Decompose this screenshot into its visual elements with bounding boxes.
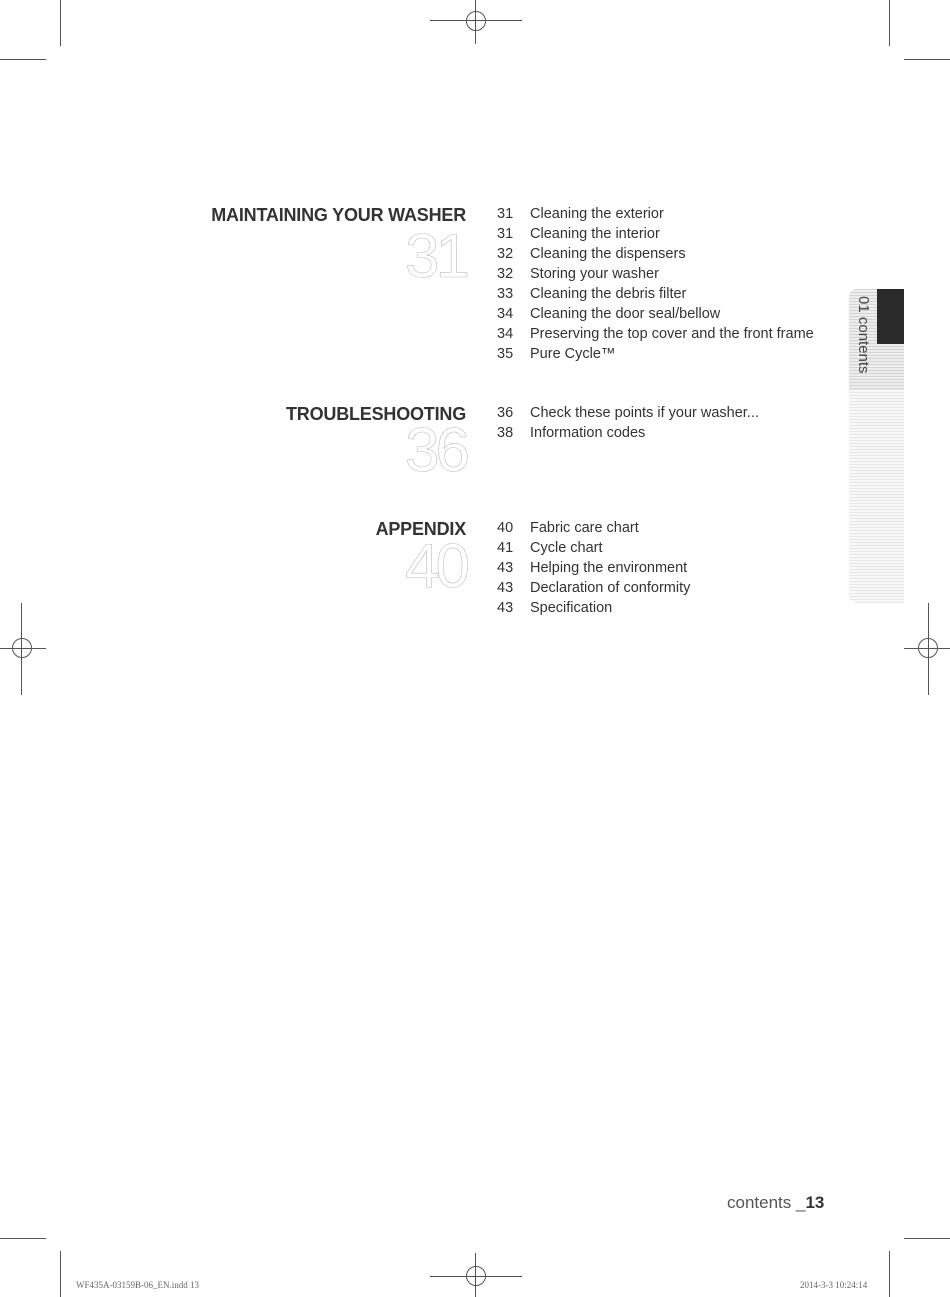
toc-page-number: 35 [497,346,514,362]
toc-page-number: 41 [497,540,514,556]
section-title: MAINTAINING YOUR WASHER [211,205,466,225]
toc-page-number: 36 [497,405,514,421]
page-footer [727,1193,824,1213]
toc-entry-label: Preserving the top cover and the front frame [530,326,814,342]
crop-mark [904,59,950,60]
toc-entry[interactable] [497,204,814,224]
chapter-tab-marker [877,289,904,344]
crop-mark [889,0,890,46]
toc-entry[interactable] [497,224,814,244]
toc-entry-label: Cycle chart [530,540,603,556]
toc-entry[interactable] [497,578,690,598]
crop-mark [904,1238,950,1239]
section-title: TROUBLESHOOTING [286,404,466,424]
toc-page-number: 34 [497,326,514,342]
section-number: 40 [405,532,466,601]
toc-entry-label: Cleaning the door seal/bellow [530,306,721,322]
toc-entry[interactable] [497,558,690,578]
toc-entry[interactable] [497,244,814,264]
toc-entry[interactable] [497,344,814,364]
toc-entry-label: Fabric care chart [530,520,639,536]
toc-entry-label: Check these points if your washer... [530,405,759,421]
toc-entry[interactable] [497,538,690,558]
toc-page-number: 31 [497,206,514,222]
crop-mark [0,1238,46,1239]
section-title: APPENDIX [375,519,466,539]
toc-entry[interactable] [497,304,814,324]
toc-entry-label: Cleaning the interior [530,226,660,242]
toc-list [497,204,814,364]
toc-entry[interactable] [497,264,814,284]
toc-entry[interactable] [497,423,759,443]
toc-entry-label: Declaration of conformity [530,580,691,596]
toc-page-number: 33 [497,286,514,302]
toc-entry-label: Storing your washer [530,266,659,282]
toc-page-number: 40 [497,520,514,536]
toc-entry-label: Specification [530,600,613,616]
toc-list [497,403,759,443]
toc-page-number: 32 [497,266,514,282]
footer-prefix: contents _ [727,1193,806,1212]
toc-entry-label: Helping the environment [530,560,688,576]
toc-page-number: 43 [497,560,514,576]
toc-page-number: 43 [497,580,514,596]
crop-mark [60,0,61,46]
toc-page-number: 31 [497,226,514,242]
toc-entry-label: Information codes [530,425,646,441]
toc-entry[interactable] [497,324,814,344]
crop-mark [889,1251,890,1297]
toc-page-number: 38 [497,425,514,441]
section-number: 36 [405,416,466,485]
toc-entry-label: Cleaning the exterior [530,206,664,222]
toc-entry-label: Pure Cycle™ [530,346,616,362]
toc-entry[interactable] [497,598,690,618]
print-slug-timestamp: 2014-3-3 10:24:14 [800,1280,868,1290]
section-number: 31 [405,222,466,291]
toc-page-number: 34 [497,306,514,322]
toc-page-number: 43 [497,600,514,616]
toc-list [497,518,690,618]
toc-entry-label: Cleaning the debris filter [530,286,687,302]
toc-entry[interactable] [497,518,690,538]
toc-entry-label: Cleaning the dispensers [530,246,686,262]
chapter-tab-label: 01 contents [855,296,872,374]
print-slug-file: WF435A-03159B-06_EN.indd 13 [76,1280,199,1290]
toc-page-number: 32 [497,246,514,262]
crop-mark [60,1251,61,1297]
toc-entry[interactable] [497,403,759,423]
footer-page-number: 13 [805,1193,825,1212]
toc-entry[interactable] [497,284,814,304]
crop-mark [0,59,46,60]
